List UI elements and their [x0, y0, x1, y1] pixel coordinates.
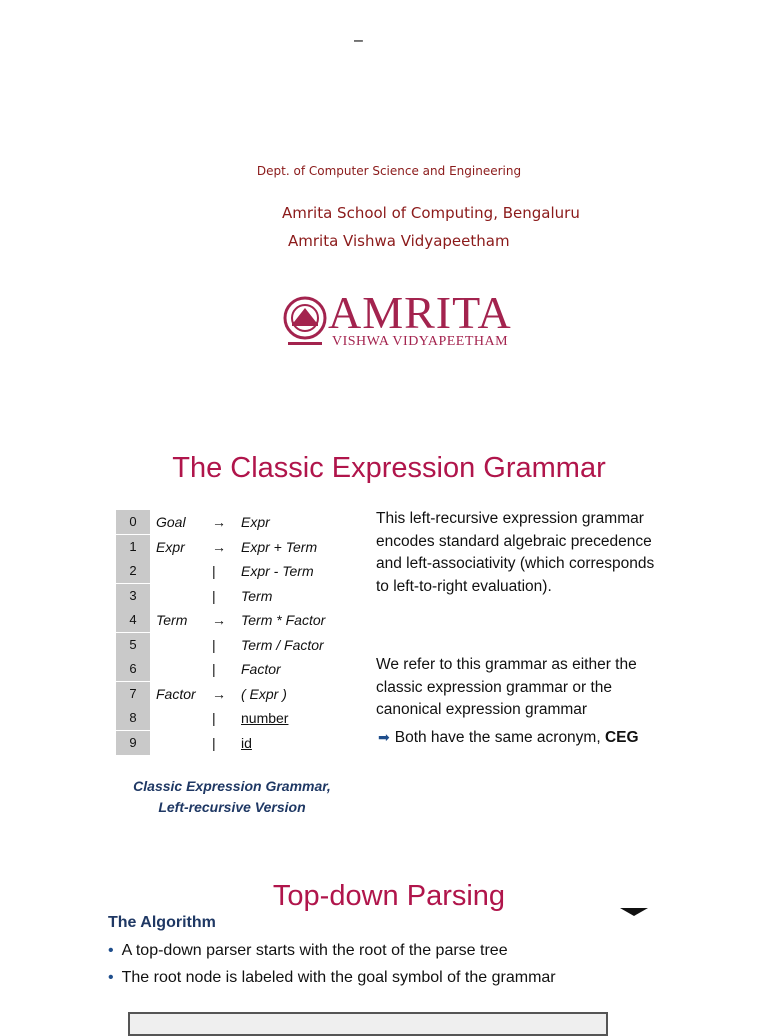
rule-number: 0	[116, 510, 150, 534]
grammar-caption	[120, 776, 344, 818]
algorithm-box	[128, 1012, 608, 1036]
rule-lhs: Term	[156, 612, 188, 628]
rule-number: 5	[116, 633, 150, 657]
grammar-row	[116, 559, 346, 584]
rule-rhs: ( Expr )	[241, 685, 287, 702]
rule-rhs: Term	[241, 587, 273, 604]
bullet-dot-icon: •	[108, 942, 114, 959]
grammar-description: This left-recursive expression grammar encodes standard algebraic precedence and left-associativity (which corresponds to left-to-right evaluation).	[376, 510, 655, 595]
rule-symbol: →	[212, 612, 226, 628]
note-acronym: CEG	[604, 729, 639, 746]
bullet-item	[108, 942, 508, 960]
rule-rhs: Factor	[241, 661, 281, 677]
note-text: Both have the same acronym,	[394, 729, 601, 746]
amrita-emblem-icon	[282, 292, 328, 350]
rule-rhs: Expr - Term	[241, 563, 314, 579]
grammar-row	[116, 535, 346, 560]
bullet-item	[108, 969, 556, 987]
rule-symbol: →	[212, 685, 226, 702]
rule-lhs: Expr	[156, 538, 185, 555]
rule-lhs: Factor	[156, 685, 196, 702]
rule-number: 7	[116, 682, 150, 706]
grammar-row	[116, 657, 346, 682]
grammar-row	[116, 682, 346, 707]
grammar-row	[116, 633, 346, 658]
rule-rhs: number	[241, 710, 289, 726]
rule-number: 2	[116, 559, 150, 583]
rule-number: 9	[116, 731, 150, 755]
acronym-note	[378, 729, 639, 747]
rule-symbol: →	[212, 514, 226, 530]
rule-rhs: Expr	[241, 514, 270, 530]
rule-symbol: →	[212, 538, 226, 555]
rule-symbol: |	[212, 636, 216, 653]
amrita-logo	[282, 287, 532, 354]
slide-title-grammar: The Classic Expression Grammar	[172, 452, 606, 484]
rule-symbol: |	[212, 563, 216, 579]
school-label: Amrita School of Computing, Bengaluru	[282, 204, 580, 222]
rule-rhs: Term * Factor	[241, 612, 326, 628]
slide-title-topdown: Top-down Parsing	[272, 880, 506, 912]
rule-number: 8	[116, 706, 150, 730]
rule-number: 6	[116, 657, 150, 681]
rule-lhs: Goal	[156, 514, 186, 530]
slide-corner-mark	[620, 908, 648, 916]
rule-symbol: |	[212, 661, 216, 677]
rule-rhs: id	[241, 734, 252, 751]
caption-line-2: Left-recursive Version	[158, 799, 306, 815]
caption-line-1: Classic Expression Grammar,	[133, 778, 331, 794]
arrow-right-icon: ➡	[378, 729, 390, 745]
rule-number: 1	[116, 535, 150, 559]
grammar-row	[116, 706, 346, 731]
grammar-row	[116, 731, 346, 756]
rule-rhs: Expr + Term	[241, 538, 318, 555]
department-label: Dept. of Computer Science and Engineering	[256, 164, 522, 178]
grammar-row	[116, 584, 346, 609]
logo-wordmark: AMRITA	[328, 287, 512, 338]
top-mark: –	[354, 32, 363, 49]
university-label: Amrita Vishwa Vidyapeetham	[288, 232, 510, 250]
bullet-text: A top-down parser starts with the root of the parse tree	[121, 942, 508, 959]
rule-symbol: |	[212, 734, 216, 751]
rule-number: 4	[116, 608, 150, 632]
grammar-row	[116, 608, 346, 633]
grammar-description-2: We refer to this grammar as either the classic expression grammar or the canonical expression grammar	[376, 656, 637, 718]
algorithm-heading: The Algorithm	[108, 914, 216, 931]
grammar-row	[116, 510, 346, 535]
rule-symbol: |	[212, 587, 216, 604]
logo-subtitle: VISHWA VIDYAPEETHAM	[332, 334, 509, 349]
grammar-table	[116, 510, 346, 755]
rule-symbol: |	[212, 710, 216, 726]
bullet-dot-icon: •	[108, 969, 114, 986]
rule-rhs: Term / Factor	[241, 636, 324, 653]
bullet-text: The root node is labeled with the goal symbol of the grammar	[121, 969, 556, 986]
rule-number: 3	[116, 584, 150, 608]
